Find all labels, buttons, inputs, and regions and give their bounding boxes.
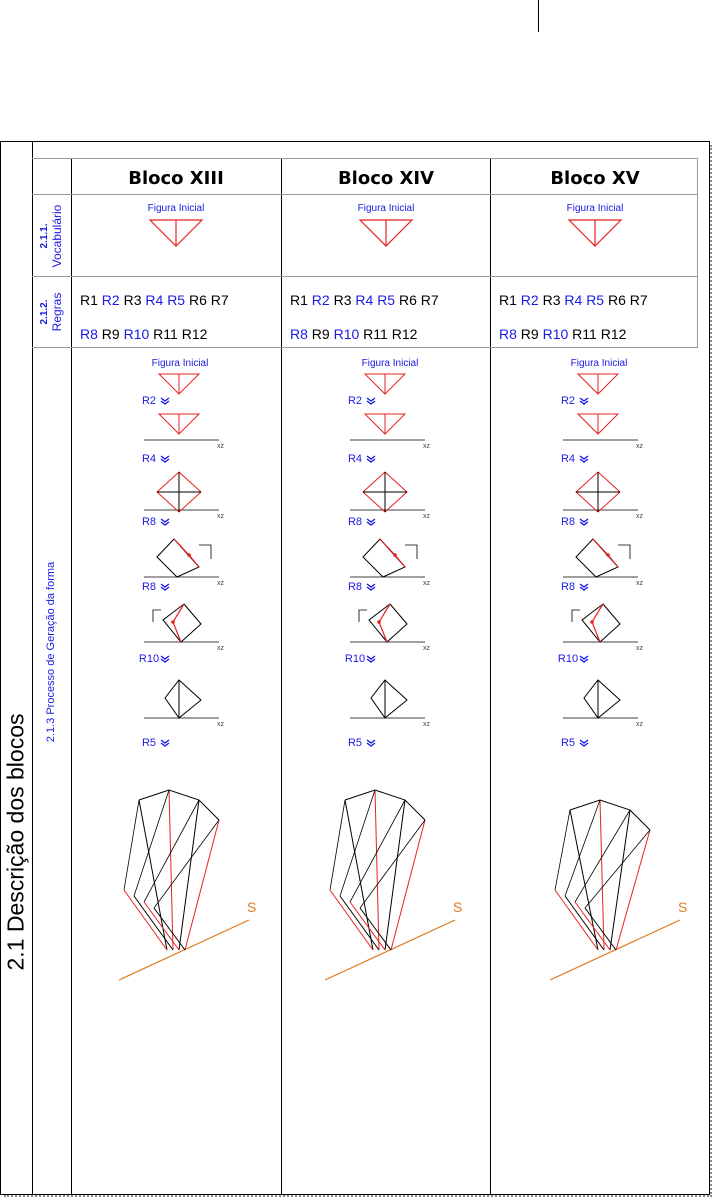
step-label: R10	[138, 653, 160, 665]
rule-r8: R8	[80, 326, 98, 342]
svg-text:xz: xz	[636, 513, 643, 520]
rule-r5: R5	[167, 292, 189, 308]
rule-r11: R11	[363, 326, 388, 342]
step-label: R8	[347, 516, 363, 528]
process-figure-label: Figura Inicial	[361, 358, 419, 369]
rule-r9: R9	[520, 326, 539, 342]
svg-text:S: S	[247, 899, 257, 915]
svg-text:xz: xz	[423, 721, 430, 728]
section-sidebar	[1, 142, 33, 1194]
rule-r5: R5	[586, 292, 608, 308]
rules-line-2	[499, 326, 626, 342]
step-label: R8	[347, 581, 363, 593]
step-label: R8	[560, 581, 576, 593]
rule-r6: R6	[607, 292, 630, 308]
step-label: R5	[347, 737, 363, 749]
rule-r12: R12	[600, 326, 627, 342]
vocab-row-label	[39, 205, 63, 268]
step-label: R10	[344, 653, 366, 665]
rule-r9: R9	[311, 326, 330, 342]
step-label: R2	[347, 395, 363, 407]
block-title: Bloco XV	[550, 168, 640, 189]
step-label: R2	[560, 395, 576, 407]
block-title: Bloco XIV	[337, 168, 435, 189]
rule-r4: R4	[564, 292, 587, 308]
rule-r7: R7	[210, 292, 229, 308]
svg-text:xz: xz	[217, 443, 224, 450]
rule-r10: R10	[123, 326, 150, 342]
svg-text:xz: xz	[217, 513, 224, 520]
rules-row-text: Regras	[50, 292, 64, 332]
rules-line-2	[290, 326, 417, 342]
initial-figure-shape	[565, 218, 625, 252]
process-figure-label: Figura Inicial	[151, 358, 209, 369]
rules-line-2	[80, 326, 207, 342]
vocab-figure-label: Figura Inicial	[566, 203, 624, 214]
rule-r3: R3	[123, 292, 146, 308]
vocab-figure-label: Figura Inicial	[147, 203, 205, 214]
svg-text:xz: xz	[636, 443, 643, 450]
svg-text:S: S	[453, 899, 463, 915]
step-label: R4	[560, 453, 576, 465]
rule-r12: R12	[181, 326, 208, 342]
step-label: R4	[347, 453, 363, 465]
rules-line-1	[499, 292, 648, 308]
rule-r6: R6	[398, 292, 421, 308]
rule-r6: R6	[188, 292, 211, 308]
step-label: R8	[141, 581, 157, 593]
vocab-row-text: Vocabulário	[50, 204, 64, 268]
rule-r7: R7	[420, 292, 439, 308]
rule-r1: R1	[499, 292, 521, 308]
vocab-row-number: 2.1.1.	[39, 223, 50, 249]
rules-bottom-line	[32, 347, 697, 348]
step-label: R4	[141, 453, 157, 465]
svg-text:xz: xz	[423, 443, 430, 450]
content-frame	[0, 141, 710, 1195]
block-title: Bloco XIII	[128, 168, 224, 189]
initial-figure-shape	[146, 218, 206, 252]
svg-text:xz: xz	[217, 580, 224, 587]
rule-r2: R2	[311, 292, 334, 308]
svg-text:xz: xz	[423, 580, 430, 587]
generation-process-diagram	[491, 370, 691, 970]
rule-r7: R7	[629, 292, 648, 308]
rules-line-1	[80, 292, 229, 308]
rule-r3: R3	[333, 292, 356, 308]
rule-r1: R1	[290, 292, 312, 308]
rule-r5: R5	[377, 292, 399, 308]
rule-r1: R1	[80, 292, 102, 308]
rule-r3: R3	[542, 292, 565, 308]
initial-figure-shape	[356, 218, 416, 252]
svg-text:xz: xz	[217, 645, 224, 652]
rule-r9: R9	[101, 326, 120, 342]
rule-r11: R11	[153, 326, 178, 342]
rule-r8: R8	[499, 326, 517, 342]
svg-text:xz: xz	[636, 645, 643, 652]
rule-r2: R2	[101, 292, 124, 308]
step-label: R8	[560, 516, 576, 528]
svg-text:xz: xz	[636, 580, 643, 587]
rule-r4: R4	[145, 292, 168, 308]
step-label: R8	[141, 516, 157, 528]
generation-process-diagram	[282, 370, 482, 970]
rule-r11: R11	[572, 326, 597, 342]
header-top-line	[32, 158, 697, 159]
vocab-figure-label: Figura Inicial	[357, 203, 415, 214]
header-bottom-line	[32, 194, 697, 195]
step-label: R5	[560, 737, 576, 749]
rule-r8: R8	[290, 326, 308, 342]
rules-row-number: 2.1.2.	[39, 299, 50, 325]
svg-text:S: S	[678, 899, 688, 915]
section-title: 2.1 Descrição dos blocos	[2, 713, 29, 971]
rule-r2: R2	[520, 292, 543, 308]
generation-process-diagram	[72, 370, 272, 970]
step-label: R2	[141, 395, 157, 407]
rules-row-label	[39, 293, 63, 332]
process-figure-label: Figura Inicial	[570, 358, 628, 369]
vocab-bottom-line	[32, 276, 697, 277]
step-label: R10	[557, 653, 579, 665]
step-label: R5	[141, 737, 157, 749]
rule-r4: R4	[355, 292, 378, 308]
svg-text:xz: xz	[636, 721, 643, 728]
process-row-label: 2.1.3 Processo de Geração da forma	[45, 561, 57, 743]
rules-line-1	[290, 292, 439, 308]
svg-text:xz: xz	[423, 513, 430, 520]
rule-r12: R12	[391, 326, 418, 342]
rule-r10: R10	[333, 326, 360, 342]
svg-text:xz: xz	[423, 645, 430, 652]
top-margin-mark	[538, 0, 539, 32]
rule-r10: R10	[542, 326, 569, 342]
svg-text:xz: xz	[217, 721, 224, 728]
